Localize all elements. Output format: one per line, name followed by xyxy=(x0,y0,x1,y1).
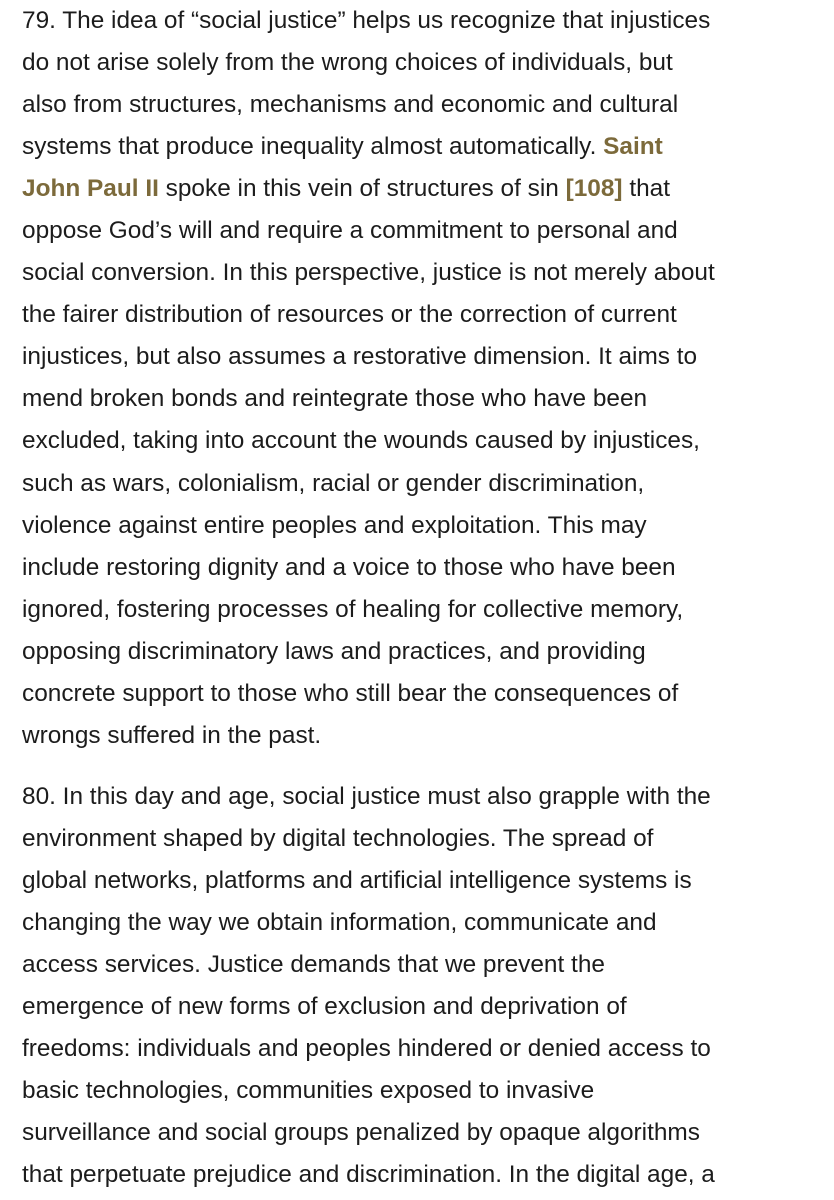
text-line: freedoms: individuals and peoples hindered or denied access to xyxy=(22,1035,711,1063)
john-paul-ii-link[interactable]: John Paul II xyxy=(22,175,159,203)
text-line: oppose God’s will and require a commitment to personal and xyxy=(22,217,678,245)
footnote-108-link[interactable]: [108] xyxy=(565,175,623,203)
text-line: ignored, fostering processes of healing for collective memory, xyxy=(22,595,684,623)
text-line: social conversion. In this perspective, justice is not merely about xyxy=(22,259,715,287)
text-line: such as wars, colonialism, racial or gender discrimination, xyxy=(22,469,645,497)
paragraph-79 xyxy=(22,0,715,757)
text-line: violence against entire peoples and exploitation. This may xyxy=(22,511,647,539)
text-line: concrete support to those who still bear the consequences of xyxy=(22,679,679,707)
text-line: the fairer distribution of resources or the correction of current xyxy=(22,301,677,329)
text-line: also from structures, mechanisms and economic and cultural xyxy=(22,91,679,119)
text-line: that perpetuate prejudice and discrimination. In the digital age, a xyxy=(22,1161,715,1189)
text-segment: spoke in this vein of structures of sin xyxy=(158,175,566,203)
text-line: injustices, but also assumes a restorative dimension. It aims to xyxy=(22,343,698,371)
text-line: global networks, platforms and artificial intelligence systems is xyxy=(22,867,692,895)
text-line: 80. In this day and age, social justice must also grapple with the xyxy=(22,783,711,810)
paragraph-80 xyxy=(22,776,715,1196)
text-line: surveillance and social groups penalized by opaque algorithms xyxy=(22,1119,700,1147)
text-line: mend broken bonds and reintegrate those who have been xyxy=(22,385,648,413)
text-line xyxy=(22,168,715,210)
text-line: excluded, taking into account the wounds caused by injustices, xyxy=(22,427,700,455)
saint-link[interactable]: Saint xyxy=(603,133,663,161)
text-line: wrongs suffered in the past. xyxy=(22,721,322,749)
text-line: basic technologies, communities exposed to invasive xyxy=(22,1077,595,1105)
text-line xyxy=(22,126,715,168)
text-line: changing the way we obtain information, communicate and xyxy=(22,909,657,937)
text-segment: that xyxy=(622,175,671,203)
text-line: 79. The idea of “social justice” helps us recognize that injustices xyxy=(22,7,711,34)
text-line: include restoring dignity and a voice to those who have been xyxy=(22,553,676,581)
text-segment: systems that produce inequality almost automatically. xyxy=(22,133,604,161)
text-line: emergence of new forms of exclusion and deprivation of xyxy=(22,993,627,1021)
text-line: opposing discriminatory laws and practices, and providing xyxy=(22,637,646,665)
text-line: environment shaped by digital technologies. The spread of xyxy=(22,825,654,853)
text-line: do not arise solely from the wrong choices of individuals, but xyxy=(22,49,673,77)
text-line: access services. Justice demands that we prevent the xyxy=(22,951,605,979)
